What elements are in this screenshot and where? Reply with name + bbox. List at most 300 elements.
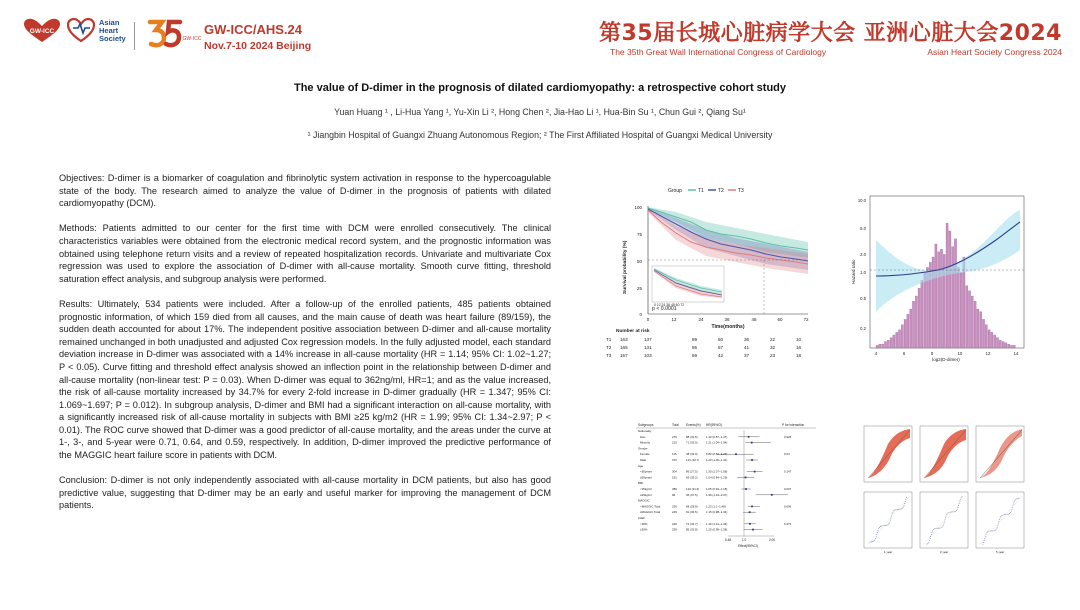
svg-text:Nationality: Nationality (638, 429, 652, 433)
svg-text:Gender: Gender (638, 446, 648, 451)
svg-text:LVEF: LVEF (638, 516, 646, 520)
event-name: GW-ICC/AHS.24 (204, 22, 302, 37)
forest-row (640, 522, 792, 526)
calibration-point (959, 503, 960, 504)
calibration-point (872, 541, 873, 542)
svg-text:MAGGIC: MAGGIC (638, 498, 650, 503)
svg-text:1.22 (1.1~1.48): 1.22 (1.1~1.48) (706, 504, 726, 509)
svg-text:T1: T1 (606, 337, 612, 342)
forest-xlabel: Effect(95%CI) (738, 544, 758, 548)
calibration-point (1011, 511, 1012, 512)
calibration-point (943, 525, 944, 526)
calibration-point (904, 503, 905, 504)
calibration-top-1 (864, 426, 912, 482)
calibration-point (886, 525, 887, 526)
svg-text:96: 96 (672, 492, 676, 497)
km-xtick: 24 (698, 317, 704, 322)
calibration-point (999, 519, 1000, 520)
forest-header: HR(95%CI) (706, 423, 723, 427)
ahs-subtitle-en: Asian Heart Society Congress 2024 (927, 47, 1062, 57)
calibration-point (931, 534, 932, 535)
calibration-point (986, 532, 987, 533)
curve-ytick: 10.0 (857, 198, 866, 203)
histogram-bar (876, 345, 878, 348)
forest-plot-figure (636, 420, 816, 552)
histogram-bar (982, 319, 984, 348)
svg-text:Age: Age (638, 463, 644, 468)
calibration-point (1007, 514, 1008, 515)
calibration-point (875, 538, 876, 539)
km-xtick: 72 (803, 317, 809, 322)
km-ytick: 0 (639, 312, 642, 317)
calibration-point (931, 532, 932, 533)
curve-xtick: 12 (985, 351, 991, 356)
calibration-point (983, 542, 984, 543)
histogram-bar (901, 325, 903, 348)
calibration-point (879, 527, 880, 528)
calibration-point (891, 518, 892, 519)
histogram-bar (904, 319, 906, 348)
km-xtick: 60 (777, 317, 783, 322)
histogram-bar (952, 247, 954, 348)
km-ytick: 75 (636, 232, 642, 237)
forest-row (640, 510, 756, 514)
calibration-point (933, 529, 934, 530)
curve-xtick: 6 (902, 351, 906, 356)
forest-row (640, 487, 792, 491)
calibration-point (984, 540, 985, 541)
forest-header: Events(%) (686, 423, 701, 427)
calibration-point (1005, 514, 1006, 515)
objectives-paragraph: Objectives: D-dimer is a biomarker of coagulation and fibrinolytic system activation in response to the hypercoagulable state of the body. The research aimed to analyze the value of D-dimer in the prognosis of patients with dilated cardiomyopathy (DCM). (59, 173, 551, 209)
calibration-point (880, 526, 881, 527)
curve-xlabel: log2(D-dimer) (932, 357, 960, 362)
histogram-bar (1013, 345, 1015, 348)
calibration-point (1013, 505, 1014, 506)
svg-text:85 (32.8): 85 (32.8) (686, 527, 698, 532)
svg-text:0.373: 0.373 (784, 521, 792, 526)
histogram-bar (968, 291, 970, 348)
histogram-bar (935, 244, 937, 348)
calibration-point (958, 507, 959, 508)
forest-row (640, 458, 758, 462)
calibration-point (884, 525, 885, 526)
header-divider (134, 22, 135, 50)
km-risk-row-t1 (606, 337, 802, 342)
histogram-bar (999, 340, 1001, 348)
calibration-point (899, 509, 900, 510)
calibration-point (928, 542, 929, 543)
calibration-point (930, 536, 931, 537)
heart-outline-icon (66, 18, 96, 44)
calibration-point (997, 525, 998, 526)
histogram-bar (960, 273, 962, 348)
svg-text:57: 57 (718, 345, 724, 350)
km-xtick: 12 (671, 317, 677, 322)
calibration-point (906, 497, 907, 498)
svg-text:37: 37 (744, 353, 750, 358)
svg-text:0.64: 0.64 (784, 452, 790, 457)
km-ytick: 25 (636, 286, 642, 291)
calibration-point (954, 511, 955, 512)
histogram-bar (938, 252, 940, 348)
calibration-point (997, 527, 998, 528)
km-xtick: 0 (646, 317, 650, 322)
histogram-bar (991, 332, 993, 348)
calibration-point (1017, 498, 1018, 499)
svg-text:41: 41 (744, 345, 750, 350)
heart-logo-icon (22, 18, 62, 44)
svg-text:270: 270 (672, 434, 677, 439)
forest-rows (638, 429, 792, 532)
km-risk-row-t3 (606, 353, 802, 358)
histogram-bar (971, 296, 973, 348)
svg-text:249: 249 (672, 510, 677, 515)
congress-title-cn: 第35届长城心脏病学大会 亚洲心脏大会2024 (598, 21, 1062, 46)
histogram-bar (994, 335, 996, 348)
calibration-point (1004, 514, 1005, 515)
ahs-logo (66, 18, 126, 44)
curve-xtick: 4 (874, 351, 878, 356)
histogram-bar (980, 312, 982, 348)
calibration-point (956, 510, 957, 511)
calibration-point (1010, 512, 1011, 513)
conference-header (0, 0, 1080, 66)
calibration-point (934, 528, 935, 529)
calibration-point (892, 512, 893, 513)
svg-text:0.82 (0.51~1.27): 0.82 (0.51~1.27) (706, 452, 728, 457)
km-xtick: 36 (724, 317, 730, 322)
svg-text:181: 181 (672, 475, 677, 480)
calibration-point (1001, 515, 1002, 516)
forest-row (638, 446, 648, 450)
calibration-point (1003, 514, 1004, 515)
calibration-figure (862, 424, 1026, 556)
histogram-bar (879, 344, 881, 348)
calibration-point (897, 509, 898, 510)
conclusion-paragraph: Conclusion: D-dimer is not only independently associated with all-cause mortality in DCM patients, but also has good predictive value, suggesting that D-dimer may be an early and useful marker for improving the management of DCM patients. (59, 475, 551, 511)
calibration-point (1018, 498, 1019, 499)
forest-header: Subgroups (638, 423, 654, 427)
calibration-panel (976, 492, 1024, 548)
forest-row (640, 435, 792, 439)
svg-text:165: 165 (620, 345, 628, 350)
histogram-bar (985, 325, 987, 348)
calibration-label: 5 year (995, 550, 1005, 554)
svg-text:259: 259 (672, 527, 677, 532)
congress-subtitle-en: The 35th Great Wall International Congress of Cardiology (610, 47, 827, 57)
calibration-point (959, 501, 960, 502)
svg-text:1.05 (0.94~1.18): 1.05 (0.94~1.18) (706, 487, 728, 491)
calibration-point (927, 543, 928, 544)
calibration-point (998, 521, 999, 522)
svg-text:71 (33.0): 71 (33.0) (686, 440, 698, 445)
histogram-bar (946, 223, 948, 348)
calibration-point (894, 510, 895, 511)
calibration-point (996, 529, 997, 530)
histogram-bar (1008, 344, 1010, 348)
svg-text:137: 137 (644, 337, 652, 342)
svg-text:≥30%: ≥30% (640, 527, 648, 532)
calibration-point (1011, 509, 1012, 510)
logo35-text: GW·ICC (182, 36, 202, 42)
calibration-point (1000, 517, 1001, 518)
histogram-bar (957, 267, 959, 348)
calibration-point (987, 531, 988, 532)
histogram-bar (924, 273, 926, 348)
km-risk-row-t2 (606, 345, 802, 350)
calibration-point (962, 496, 963, 497)
svg-text:Han: Han (640, 434, 646, 439)
histogram-bar (940, 249, 942, 348)
km-risk-title: Number at risk (616, 329, 650, 334)
forest-row (638, 499, 650, 503)
svg-text:50: 50 (718, 337, 724, 342)
calibration-label: 1 year (883, 550, 893, 554)
calibration-point (876, 536, 877, 537)
calibration-point (926, 544, 927, 545)
calibration-point (998, 523, 999, 524)
svg-text:370: 370 (672, 458, 677, 462)
calibration-point (1000, 516, 1001, 517)
calibration-point (958, 505, 959, 506)
svg-text:89: 89 (692, 337, 698, 342)
svg-text:BMI: BMI (638, 481, 644, 486)
calibration-point (942, 526, 943, 527)
calibration-point (905, 499, 906, 500)
forest-row (638, 481, 643, 485)
histogram-bar (882, 344, 884, 348)
svg-text:1.12 (0.87~1.47): 1.12 (0.87~1.47) (706, 434, 728, 439)
histogram-bar (907, 314, 909, 348)
svg-text:1.22 (1.06~1.41): 1.22 (1.06~1.41) (706, 458, 728, 462)
calibration-point (1014, 501, 1015, 502)
calibration-bottom-row (864, 492, 1024, 548)
forest-row (638, 516, 645, 520)
calibration-point (901, 508, 902, 509)
logo-35th (146, 16, 202, 57)
abstract-body (59, 172, 551, 525)
svg-text:T2: T2 (606, 345, 612, 350)
forest-xtick: 2.00 (768, 538, 776, 542)
histogram-bar (918, 288, 920, 348)
calibration-point (876, 534, 877, 535)
calibration-point (951, 511, 952, 512)
svg-text:103: 103 (644, 353, 652, 358)
calibration-point (941, 527, 942, 528)
calibration-point (937, 528, 938, 529)
svg-text:69: 69 (692, 353, 698, 358)
svg-text:36: 36 (744, 337, 750, 342)
histogram-bar (915, 296, 917, 348)
calibration-point (882, 525, 883, 526)
svg-text:1.21 (1.04~1.94): 1.21 (1.04~1.94) (706, 440, 728, 445)
histogram-bar (996, 338, 998, 348)
calibration-panel (920, 492, 968, 548)
calibration-point (874, 540, 875, 541)
svg-text:<30%: <30% (640, 521, 648, 526)
calibration-point (943, 523, 944, 524)
anniversary-35-icon (146, 16, 202, 52)
svg-text:T3: T3 (606, 353, 612, 358)
calibration-point (890, 520, 891, 521)
calibration-point (935, 528, 936, 529)
svg-text:163: 163 (620, 337, 628, 342)
calibration-point (985, 534, 986, 535)
calibration-point (957, 509, 958, 510)
calibration-point (888, 524, 889, 525)
histogram-bar (896, 332, 898, 348)
km-xlabel: Time(months) (711, 324, 745, 330)
histogram-bar (966, 286, 968, 348)
svg-text:65 (35.2): 65 (35.2) (686, 475, 698, 480)
calibration-point (947, 513, 948, 514)
svg-text:0.606: 0.606 (784, 504, 792, 509)
svg-text:Male: Male (640, 458, 647, 462)
forest-header: P for interaction (782, 423, 805, 427)
calibration-point (889, 523, 890, 524)
curve-xtick: 14 (1013, 351, 1019, 356)
svg-text:1.04 (0.84~1.29): 1.04 (0.84~1.29) (706, 475, 728, 480)
calibration-point (902, 508, 903, 509)
curve-ytick: 2.0 (860, 252, 866, 257)
forest-row (640, 493, 788, 497)
author-list: Yuan Huang ¹ , Li-Hua Yang ¹, Yu-Xin Li ², Hong Chen ², Jia-Hao Li ¹, Hua-Bin Su ¹, Chun Gui ², Qiang Su¹ (334, 107, 746, 117)
histogram-bar (949, 231, 951, 348)
calibration-point (1016, 498, 1017, 499)
histogram-bar (898, 330, 900, 348)
calibration-point (892, 513, 893, 514)
svg-text:≥65years: ≥65years (640, 475, 652, 480)
calibration-point (950, 512, 951, 513)
svg-text:74 (32.7): 74 (32.7) (686, 521, 698, 526)
calibration-point (948, 512, 949, 513)
histogram-bar (912, 301, 914, 348)
km-inset-xticks: 0 12 24 36 48 60 72 (654, 303, 685, 307)
km-legend-t2: T2 (718, 188, 724, 194)
calibration-point (905, 501, 906, 502)
ahs-line-2: Heart (99, 26, 119, 35)
histogram-bar (921, 280, 923, 348)
svg-text:1.25 (0.99~1.58): 1.25 (0.99~1.58) (706, 527, 728, 532)
curve-xtick: 8 (930, 351, 934, 356)
svg-text:16: 16 (796, 345, 802, 350)
forest-row (640, 475, 754, 479)
calibration-point (871, 541, 872, 542)
histogram-bar (988, 330, 990, 348)
svg-text:215: 215 (672, 440, 677, 445)
calibration-point (946, 515, 947, 516)
svg-text:115: 115 (672, 452, 677, 457)
calibration-point (946, 514, 947, 515)
calibration-point (870, 542, 871, 543)
calibration-label: 3 year (939, 550, 949, 554)
calibration-point (877, 530, 878, 531)
svg-text:0.926: 0.926 (784, 434, 792, 439)
histogram-bar (1010, 345, 1012, 348)
svg-text:0.147: 0.147 (784, 469, 792, 474)
svg-text:389: 389 (672, 487, 677, 491)
svg-text:<25kg/m²: <25kg/m² (640, 487, 653, 491)
ahs-line-1: Asian (99, 18, 120, 27)
km-xtick: 48 (751, 317, 757, 322)
svg-text:0.007: 0.007 (784, 487, 792, 491)
curve-fitting-figure (846, 190, 1030, 362)
calibration-point (945, 517, 946, 518)
calibration-top-2 (920, 426, 968, 482)
svg-text:88 (32.6): 88 (32.6) (686, 434, 698, 439)
curve-ytick: 5.0 (860, 226, 866, 231)
calibration-point (991, 530, 992, 531)
calibration-point (961, 497, 962, 498)
forest-row (640, 470, 792, 474)
forest-header: Total (672, 423, 679, 427)
calibration-point (1008, 514, 1009, 515)
svg-text:86 (27.5): 86 (27.5) (686, 469, 698, 474)
calibration-point (877, 532, 878, 533)
calibration-point (990, 530, 991, 531)
calibration-point (889, 522, 890, 523)
forest-row (638, 464, 644, 468)
calibration-point (938, 528, 939, 529)
curve-ylabel: Hazard ratio (851, 259, 856, 284)
histogram-bar (884, 342, 886, 349)
histogram-bar (977, 309, 979, 348)
calibration-point (904, 505, 905, 506)
km-legend-t3: T3 (738, 188, 744, 194)
calibration-point (930, 538, 931, 539)
histogram-bar (1005, 343, 1007, 348)
histogram-bar (1002, 342, 1004, 349)
forest-xtick: 0.48 (724, 538, 732, 542)
histogram-bar (954, 239, 956, 348)
calibration-point (891, 515, 892, 516)
histogram-bar (890, 338, 892, 348)
calibration-point (939, 528, 940, 529)
forest-row (638, 429, 652, 433)
curve-ytick: 0.2 (860, 326, 866, 331)
svg-text:91 (36.5): 91 (36.5) (686, 510, 698, 515)
svg-text:1.30 (1.07~1.58): 1.30 (1.07~1.58) (706, 469, 728, 474)
forest-row (640, 452, 790, 456)
svg-text:≥25kg/m²: ≥25kg/m² (640, 492, 653, 497)
gwicc-logo (22, 18, 62, 44)
calibration-point (932, 530, 933, 531)
km-ytick: 100 (634, 205, 642, 210)
calibration-panel (864, 492, 912, 548)
svg-text:157: 157 (620, 353, 628, 358)
svg-text:1.99 (1.34~2.97): 1.99 (1.34~2.97) (706, 492, 728, 497)
svg-text:22: 22 (770, 337, 776, 342)
calibration-point (873, 541, 874, 542)
calibration-point (1015, 499, 1016, 500)
km-legend-t1: T1 (698, 188, 704, 194)
forest-row (640, 441, 771, 445)
curve-ytick: 0.5 (860, 296, 866, 301)
svg-text:226: 226 (672, 521, 677, 526)
calibration-point (1009, 513, 1010, 514)
calibration-point (1012, 507, 1013, 508)
km-legend-title: Group (668, 188, 682, 194)
calibration-point (988, 531, 989, 532)
svg-text:<65years: <65years (640, 469, 652, 474)
calibration-point (878, 528, 879, 529)
calibration-point (898, 509, 899, 510)
calibration-point (982, 544, 983, 545)
calibration-point (995, 530, 996, 531)
svg-text:68 (28.8): 68 (28.8) (686, 504, 698, 509)
svg-text:1.15 (0.98~1.34): 1.15 (0.98~1.34) (706, 510, 728, 515)
